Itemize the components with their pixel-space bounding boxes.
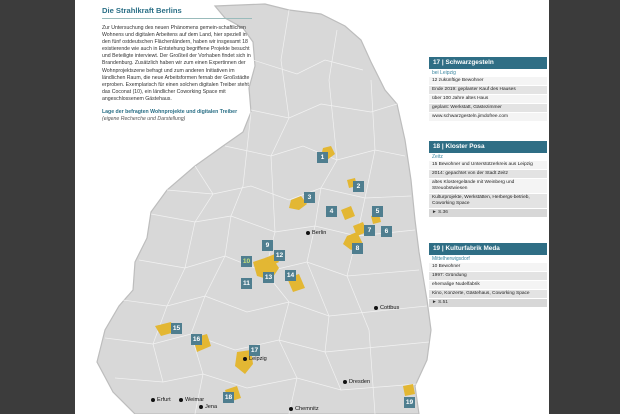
viewer-background-left [0,0,75,414]
panel-page-reference[interactable]: ► S.51 [429,299,547,308]
panel-row: ehemalige Nudelfabrik [429,281,547,290]
city-dresden: Dresden [343,379,370,385]
panel-row: 1997: Gründung [429,272,547,281]
map-marker[interactable]: 7 [364,225,375,236]
panel-row: geplant: Werkstatt, Gästezimmer [429,104,547,113]
intro-title: Die Strahlkraft Berlins [102,6,252,19]
map-marker[interactable]: 16 [192,336,201,343]
map-legend-caption: Lage der befragten Wohnprojekte und digitalen Treiber [102,109,238,116]
map-marker[interactable]: 12 [275,252,284,259]
map-source-note: (eigene Recherche und Darstellung) [102,116,186,123]
panel-location: Mittelherwigsdorf [432,256,470,262]
city-dot-icon [343,380,347,384]
city-dot-icon [179,398,183,402]
map-marker[interactable]: 3 [304,192,315,203]
map-marker[interactable]: 4 [326,206,337,217]
map-marker[interactable]: 2 [353,181,364,192]
panel-location: bei Leipzig [432,70,456,76]
city-dot-icon [151,398,155,402]
panel-page-reference[interactable]: ► S.36 [429,209,547,218]
map-marker[interactable]: 9 [262,240,273,251]
viewer-background-right [549,0,620,414]
panel-row: 12 zukünftige Bewohner [429,77,547,86]
panel-row: 2014: gepachtet von der Stadt Zeitz [429,170,547,179]
panel-location: Zeitz [432,154,443,160]
city-erfurt: Erfurt [151,397,171,403]
city-weimar: Weimar [179,397,204,403]
map-marker[interactable]: 6 [381,226,392,237]
city-chemnitz: Chemnitz [289,406,319,412]
panel-row: Ende 2019: geplanter Kauf des Hauses [429,86,547,95]
city-jena: Jena [199,404,217,410]
city-dot-icon [289,407,293,411]
map-marker[interactable]: 11 [241,278,252,289]
info-panel-17 [429,57,547,122]
city-cottbus: Cottbus [374,305,399,311]
info-panel-18 [429,141,547,218]
panel-row: 10 Bewohner [429,263,547,272]
city-dot-icon [306,231,310,235]
map-marker-digital[interactable]: 10 [242,258,251,265]
map-marker[interactable]: 1 [317,152,328,163]
city-dot-icon [243,357,247,361]
map-marker[interactable]: 14 [286,272,295,279]
info-panel-19 [429,243,547,308]
map-marker[interactable]: 18 [224,394,233,401]
intro-block [102,6,252,123]
map-marker[interactable]: 19 [405,399,414,406]
map-marker[interactable]: 17 [250,347,259,354]
panel-title: 17 | Schwarzgesteln [429,57,547,69]
map-marker[interactable]: 8 [352,243,363,254]
city-leipzig: Leipzig [243,356,267,362]
intro-body: Zur Untersuchung des neuen Phänomens gemein-schaftlichen Wohnens und digitalen Arbeitens auf dem Land, hier speziell in den fünf ostdeutschen Flächenländern, haben wir insgesamt 18 existierende wie auch in Entstehung begriffene Projekte besucht und Beteiligte interviewt. Der Großteil der Vorhaben findet sich in Brandenburg. Zusätzlich haben wir zum einen Expertinnen der Wohnprojektszene befragt und zum anderen Initiativen im ländlichen Raum, die neue Arbeitsformen fernab der Großstädte erproben. Exemplarisch für einen solchen digitalen Treiber steht das Coconat (10), ein ländlicher Coworking Space mit angeschlossenem Gästehaus. [102,25,251,102]
map-marker[interactable]: 15 [172,325,181,332]
panel-row: über 100 Jahre altes Haus [429,95,547,104]
document-page [75,0,549,414]
project-area-19 [403,384,415,396]
panel-row: Kulturprojekte, Werkstätten, Herbergs-betrieb, Coworking Space [429,194,547,209]
map-marker[interactable]: 5 [372,206,383,217]
panel-title: 19 | Kulturfabrik Meda [429,243,547,255]
panel-link[interactable]: www.schwarzgesteln.jimdofree.com [429,113,547,122]
city-berlin: Berlin [306,230,326,236]
map-marker[interactable]: 13 [264,274,273,281]
panel-title: 18 | Kloster Posa [429,141,547,153]
city-dot-icon [374,306,378,310]
panel-row: 15 Bewohner und Unterstützerkreis aus Leipzig [429,161,547,170]
panel-row: altes Klostergelände mit Weinberg und Streuobstwiesen [429,179,547,194]
city-dot-icon [199,405,203,409]
panel-row: Kino, Konzerte, Gästehaus, Coworking Space [429,290,547,299]
